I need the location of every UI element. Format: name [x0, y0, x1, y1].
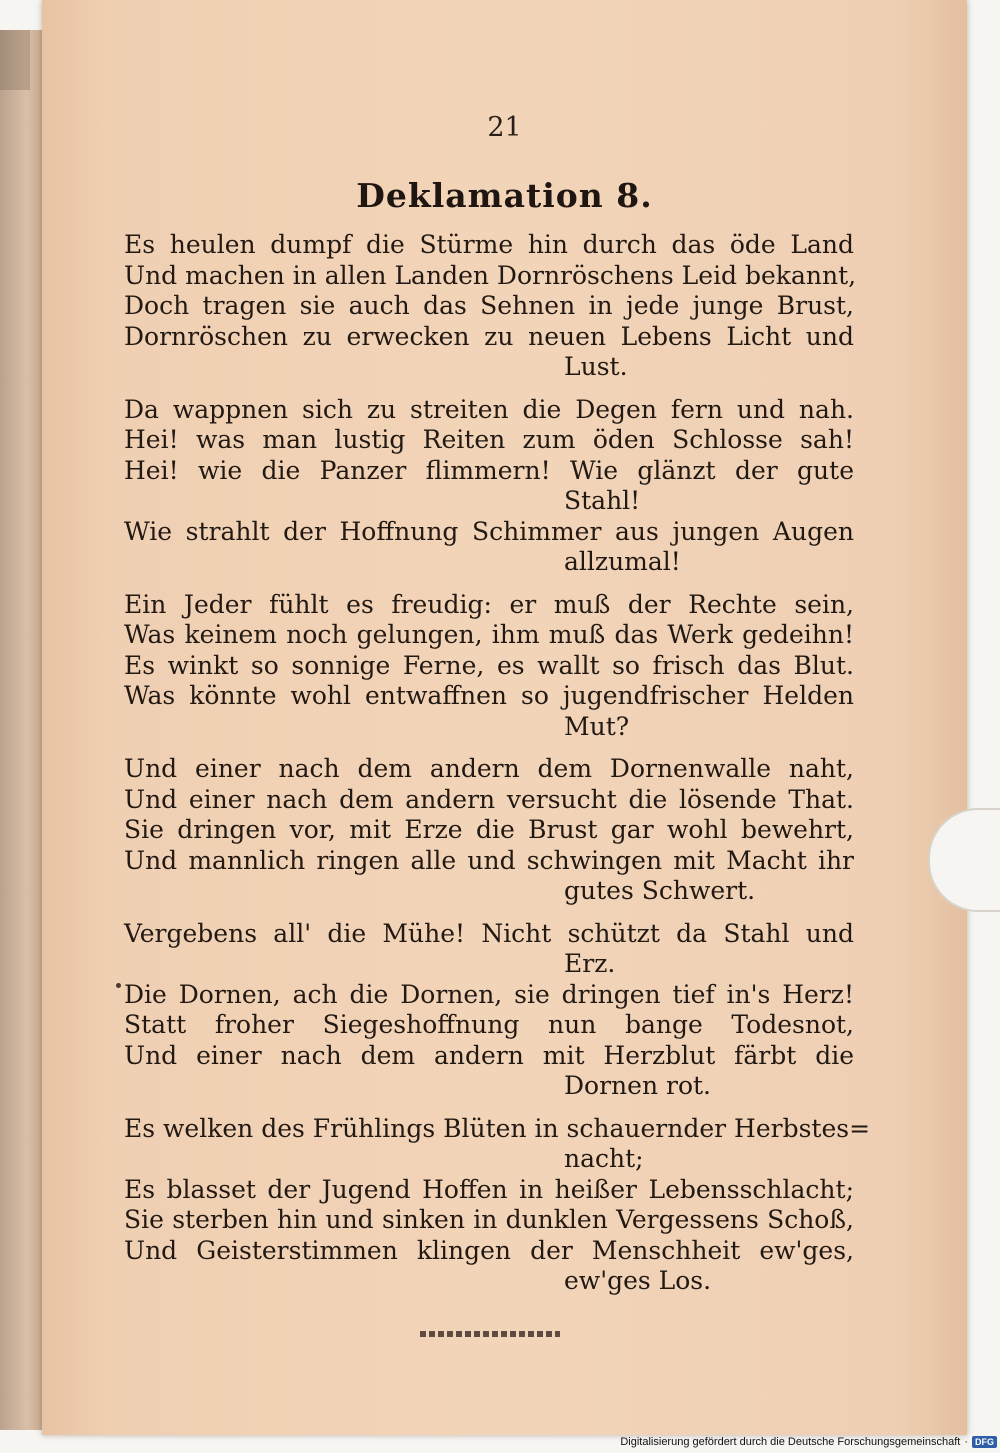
- stanza-2: [124, 395, 854, 578]
- poem-line-continuation: Stahl!: [564, 486, 641, 515]
- page-title: Deklamation 8.: [356, 176, 653, 215]
- poem-line: Sie dringen vor, mit Erze die Brust gar wohl bewehrt,: [124, 815, 854, 844]
- poem-line: Dornröschen zu erwecken zu neuen Lebens Licht und: [124, 321, 854, 351]
- poem-line: Was könnte wohl entwaffnen so jugendfrischer Helden: [124, 681, 854, 710]
- poem-line-continuation: ew'ges Los.: [564, 1266, 712, 1295]
- stanza-6: [124, 1113, 871, 1297]
- poem-line: Da wappnen sich zu streiten die Degen fern und nah.: [124, 394, 854, 424]
- poem-line: Hei! was man lustig Reiten zum öden Schlosse sah!: [124, 425, 854, 454]
- left-page-edge: [0, 30, 44, 1430]
- margin-dot: [116, 983, 121, 988]
- poem-line: Es welken des Frühlings Blüten in schauernder Herbstes=: [124, 1113, 871, 1143]
- poem-line: Es heulen dumpf die Stürme hin durch das öde Land: [124, 230, 854, 259]
- book-spine-shadow: [0, 30, 30, 90]
- footer-text: Digitalisierung gefördert durch die Deutsche Forschungsgemeinschaft: [620, 1435, 961, 1448]
- footer-credit: [606, 1432, 1000, 1451]
- poem-line: Doch tragen sie auch das Sehnen in jede junge Brust,: [124, 291, 854, 320]
- poem-line: Hei! wie die Panzer flimmern! Wie glänzt der gute: [124, 455, 854, 485]
- page-number: 21: [487, 112, 522, 143]
- poem-line: Es blasset der Jugend Hoffen in heißer Lebensschlacht;: [124, 1174, 854, 1204]
- poem-line: Die Dornen, ach die Dornen, sie dringen tief in's Herz!: [124, 979, 854, 1009]
- poem-line: Und mannlich ringen alle und schwingen mit Macht ihr: [124, 845, 854, 875]
- poem-line: Sie sterben hin und sinken in dunklen Vergessens Schoß,: [124, 1205, 854, 1234]
- end-ornament-rule: [420, 1331, 560, 1337]
- poem-line: Und einer nach dem andern dem Dornenwalle naht,: [124, 754, 854, 783]
- stanza-1: [124, 230, 857, 383]
- poem-line-continuation: nacht;: [564, 1144, 644, 1173]
- poem-line-continuation: Dornen rot.: [564, 1071, 711, 1100]
- footer-separator: ·: [964, 1435, 968, 1448]
- poem-line: Und machen in allen Landen Dornröschens Leid bekannt,: [124, 260, 857, 290]
- stanza-5: [124, 919, 854, 1102]
- poem-line: Was keinem noch gelungen, ihm muß das Werk gedeihn!: [124, 620, 854, 649]
- poem-line: Und einer nach dem andern mit Herzblut färbt die: [124, 1040, 854, 1070]
- poem-line: Und einer nach dem andern versucht die lösende That.: [124, 784, 854, 814]
- poem-line-continuation: Mut?: [564, 711, 630, 741]
- poem-line-continuation: allzumal!: [564, 547, 681, 576]
- book-page: [42, 0, 967, 1435]
- poem-line: Ein Jeder fühlt es freudig: er muß der Rechte sein,: [124, 589, 854, 619]
- poem-body: [124, 230, 871, 1309]
- poem-line-continuation: gutes Schwert.: [564, 876, 756, 905]
- poem-line: Und Geisterstimmen klingen der Menschheit ew'ges,: [124, 1235, 854, 1265]
- poem-line: Wie strahlt der Hoffnung Schimmer aus jungen Augen: [124, 516, 854, 546]
- poem-line: Vergebens all' die Mühe! Nicht schützt da Stahl und: [124, 918, 854, 948]
- poem-line-continuation: Erz.: [564, 949, 616, 978]
- stanza-4: [124, 754, 854, 907]
- poem-line: Statt froher Siegeshoffnung nun bange Todesnot,: [124, 1010, 854, 1039]
- stanza-3: [124, 590, 854, 743]
- poem-line: Es winkt so sonnige Ferne, es wallt so frisch das Blut.: [124, 650, 854, 680]
- poem-line-continuation: Lust.: [564, 352, 628, 381]
- dfg-logo-icon: DFG: [972, 1436, 997, 1448]
